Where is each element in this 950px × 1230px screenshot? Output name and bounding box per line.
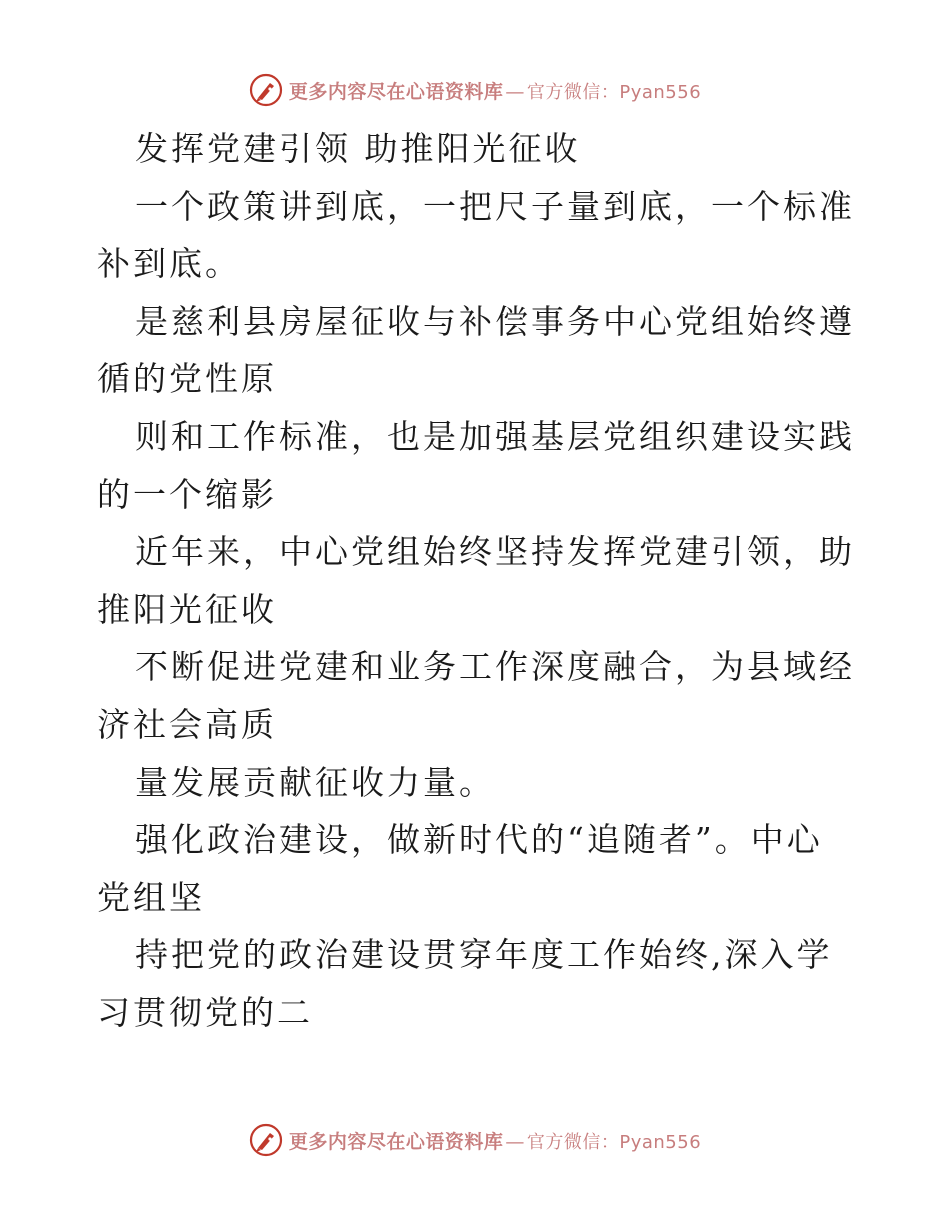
banner-wechat-text: 官方微信：Pyan556 <box>526 1131 702 1153</box>
banner-brand-text: 更多内容尽在心语资料库 <box>288 1130 504 1153</box>
body-paragraph: 一个政策讲到底，一把尺子量到底，一个标准补到底。 <box>97 186 855 284</box>
document-body <box>97 120 857 1042</box>
footer-banner <box>0 1120 950 1160</box>
body-paragraph: 量发展贡献征收力量。 <box>135 762 495 802</box>
body-paragraph: 则和工作标准，也是加强基层党组织建设实践的一个缩影 <box>97 416 855 514</box>
body-paragraph: 是慈利县房屋征收与补偿事务中心党组始终遵循的党性原 <box>97 301 855 399</box>
banner-dash: — <box>505 80 525 103</box>
banner-brand-text: 更多内容尽在心语资料库 <box>288 80 504 103</box>
pen-nib-logo-icon <box>249 1123 283 1157</box>
banner-wechat-text: 官方微信：Pyan556 <box>526 81 702 103</box>
body-paragraph: 强化政治建设，做新时代的“追随者”。中心党组坚 <box>97 820 823 917</box>
body-paragraph: 持把党的政治建设贯穿年度工作始终,深入学习贯彻党的二 <box>97 935 833 1032</box>
document-title: 发挥党建引领 助推阳光征收 <box>135 129 581 168</box>
body-paragraph: 近年来，中心党组始终坚持发挥党建引领，助推阳光征收 <box>97 532 855 629</box>
body-paragraph: 不断促进党建和业务工作深度融合，为县域经济社会高质 <box>97 647 855 744</box>
banner-dash: — <box>505 1130 525 1153</box>
header-banner <box>0 70 950 110</box>
pen-nib-logo-icon <box>249 73 283 107</box>
